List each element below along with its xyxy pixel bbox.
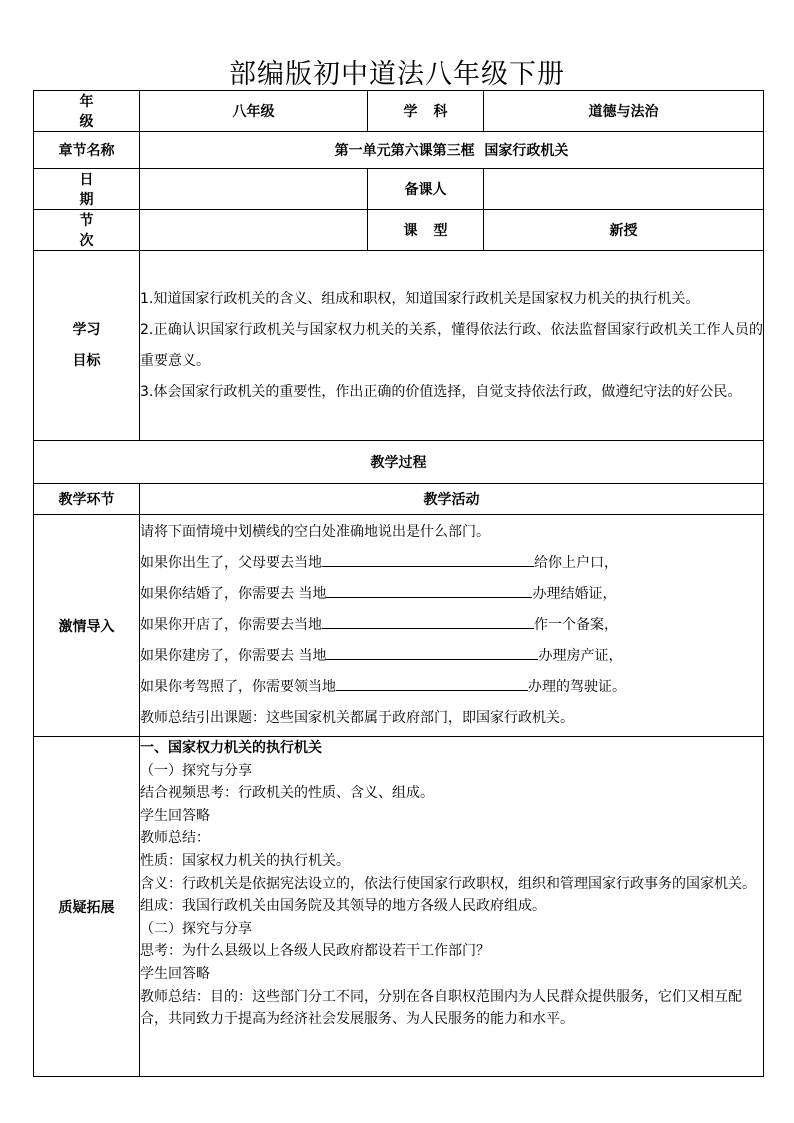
answer-blank xyxy=(326,642,538,660)
chapter-label: 章节名称 xyxy=(34,132,140,169)
intro-row xyxy=(34,515,764,737)
subject-value: 道德与法治 xyxy=(484,91,764,132)
answer-blank xyxy=(326,580,532,598)
grade-value: 八年级 xyxy=(140,91,368,132)
chapter-row xyxy=(34,132,764,169)
explore-line: 性质：国家权力机关的执行机关。 xyxy=(140,852,350,869)
intro-line: 如果你出生了，父母要去当地 给你上户口， xyxy=(140,548,763,579)
intro-line: 如果你结婚了，你需要去 当地 办理结婚证， xyxy=(140,579,763,610)
process-heading: 教学过程 xyxy=(34,441,764,484)
date-label: 日期 xyxy=(34,169,140,210)
intro-label: 激情导入 xyxy=(34,515,140,737)
intro-summary: 教师总结引出课题：这些国家机关都属于政府部门，即国家行政机关。 xyxy=(140,710,574,726)
explore-heading: 一、国家权力机关的执行机关 xyxy=(140,740,322,756)
explore-line: 含义：行政机关是依据宪法设立的，依法行使国家行政职权，组织和管理国家行政事务的国家机关。 xyxy=(140,875,756,892)
page-title: 部编版初中道法八年级下册 xyxy=(229,59,565,90)
answer-blank xyxy=(322,549,534,567)
intro-prompt: 请将下面情境中划横线的空白处准确地说出是什么部门。 xyxy=(140,524,490,540)
explore-content xyxy=(140,737,764,1077)
objectives-row xyxy=(34,251,764,441)
objective-item: 2.正确认识国家行政机关与国家权力机关的关系，懂得依法行政、依法监督国家行政机关工作人员的重要意义。 xyxy=(140,321,763,369)
objectives-label-line1: 学习 xyxy=(72,321,101,338)
preparer-label: 备课人 xyxy=(368,169,484,210)
type-label: 课型 xyxy=(368,210,484,251)
explore-line: 结合视频思考：行政机关的性质、含义、组成。 xyxy=(140,785,434,802)
date-row xyxy=(34,169,764,210)
objectives-label xyxy=(34,251,140,441)
explore-row xyxy=(34,737,764,1077)
process-columns-row xyxy=(34,484,764,515)
explore-line: 组成：我国行政机关由国务院及其领导的地方各级人民政府组成。 xyxy=(140,898,546,915)
intro-content xyxy=(140,515,764,737)
type-value: 新授 xyxy=(484,210,764,251)
explore-line: （一）探究与分享 xyxy=(140,762,252,779)
process-heading-row xyxy=(34,441,764,484)
intro-line: 如果你建房了，你需要去 当地 办理房产证， xyxy=(140,641,763,672)
explore-line: 学生回答略 xyxy=(140,807,210,824)
intro-line: 如果你考驾照了，你需要领当地 办理的驾驶证。 xyxy=(140,672,763,703)
answer-blank xyxy=(322,611,534,629)
period-row xyxy=(34,210,764,251)
objectives-label-line2: 目标 xyxy=(72,352,101,369)
lesson-plan-table xyxy=(33,90,764,1077)
explore-line: 教师总结：目的：这些部门分工不同，分别在各自职权范围内为人民群众提供服务，它们又相互配合，共同致力于提高为经济社会发展服务、为人民服务的能力和水平。 xyxy=(140,988,742,1028)
grade-label: 年级 xyxy=(34,91,140,132)
preparer-value xyxy=(484,169,764,210)
date-value xyxy=(140,169,368,210)
explore-line: 思考：为什么县级以上各级人民政府都设若干工作部门？ xyxy=(140,943,490,960)
objectives-content xyxy=(140,251,764,441)
col-activity-header: 教学活动 xyxy=(140,484,764,515)
objective-item: 1.知道国家行政机关的含义、组成和职权，知道国家行政机关是国家权力机关的执行机关。 xyxy=(140,290,700,307)
explore-line: 学生回答略 xyxy=(140,965,210,982)
period-label: 节次 xyxy=(34,210,140,251)
chapter-value: 第一单元第六课第三框 国家行政机关 xyxy=(140,132,764,169)
explore-label: 质疑拓展 xyxy=(34,737,140,1077)
subject-label: 学科 xyxy=(368,91,484,132)
explore-line: 教师总结： xyxy=(140,830,210,847)
intro-line: 如果你开店了，你需要去当地 作一个备案， xyxy=(140,610,763,641)
objective-item: 3.体会国家行政机关的重要性，作出正确的价值选择，自觉支持依法行政，做遵纪守法的好公民。 xyxy=(140,383,742,400)
period-value xyxy=(140,210,368,251)
grade-row xyxy=(34,91,764,132)
answer-blank xyxy=(336,673,528,691)
explore-line: （二）探究与分享 xyxy=(140,920,252,937)
col-stage-header: 教学环节 xyxy=(34,484,140,515)
